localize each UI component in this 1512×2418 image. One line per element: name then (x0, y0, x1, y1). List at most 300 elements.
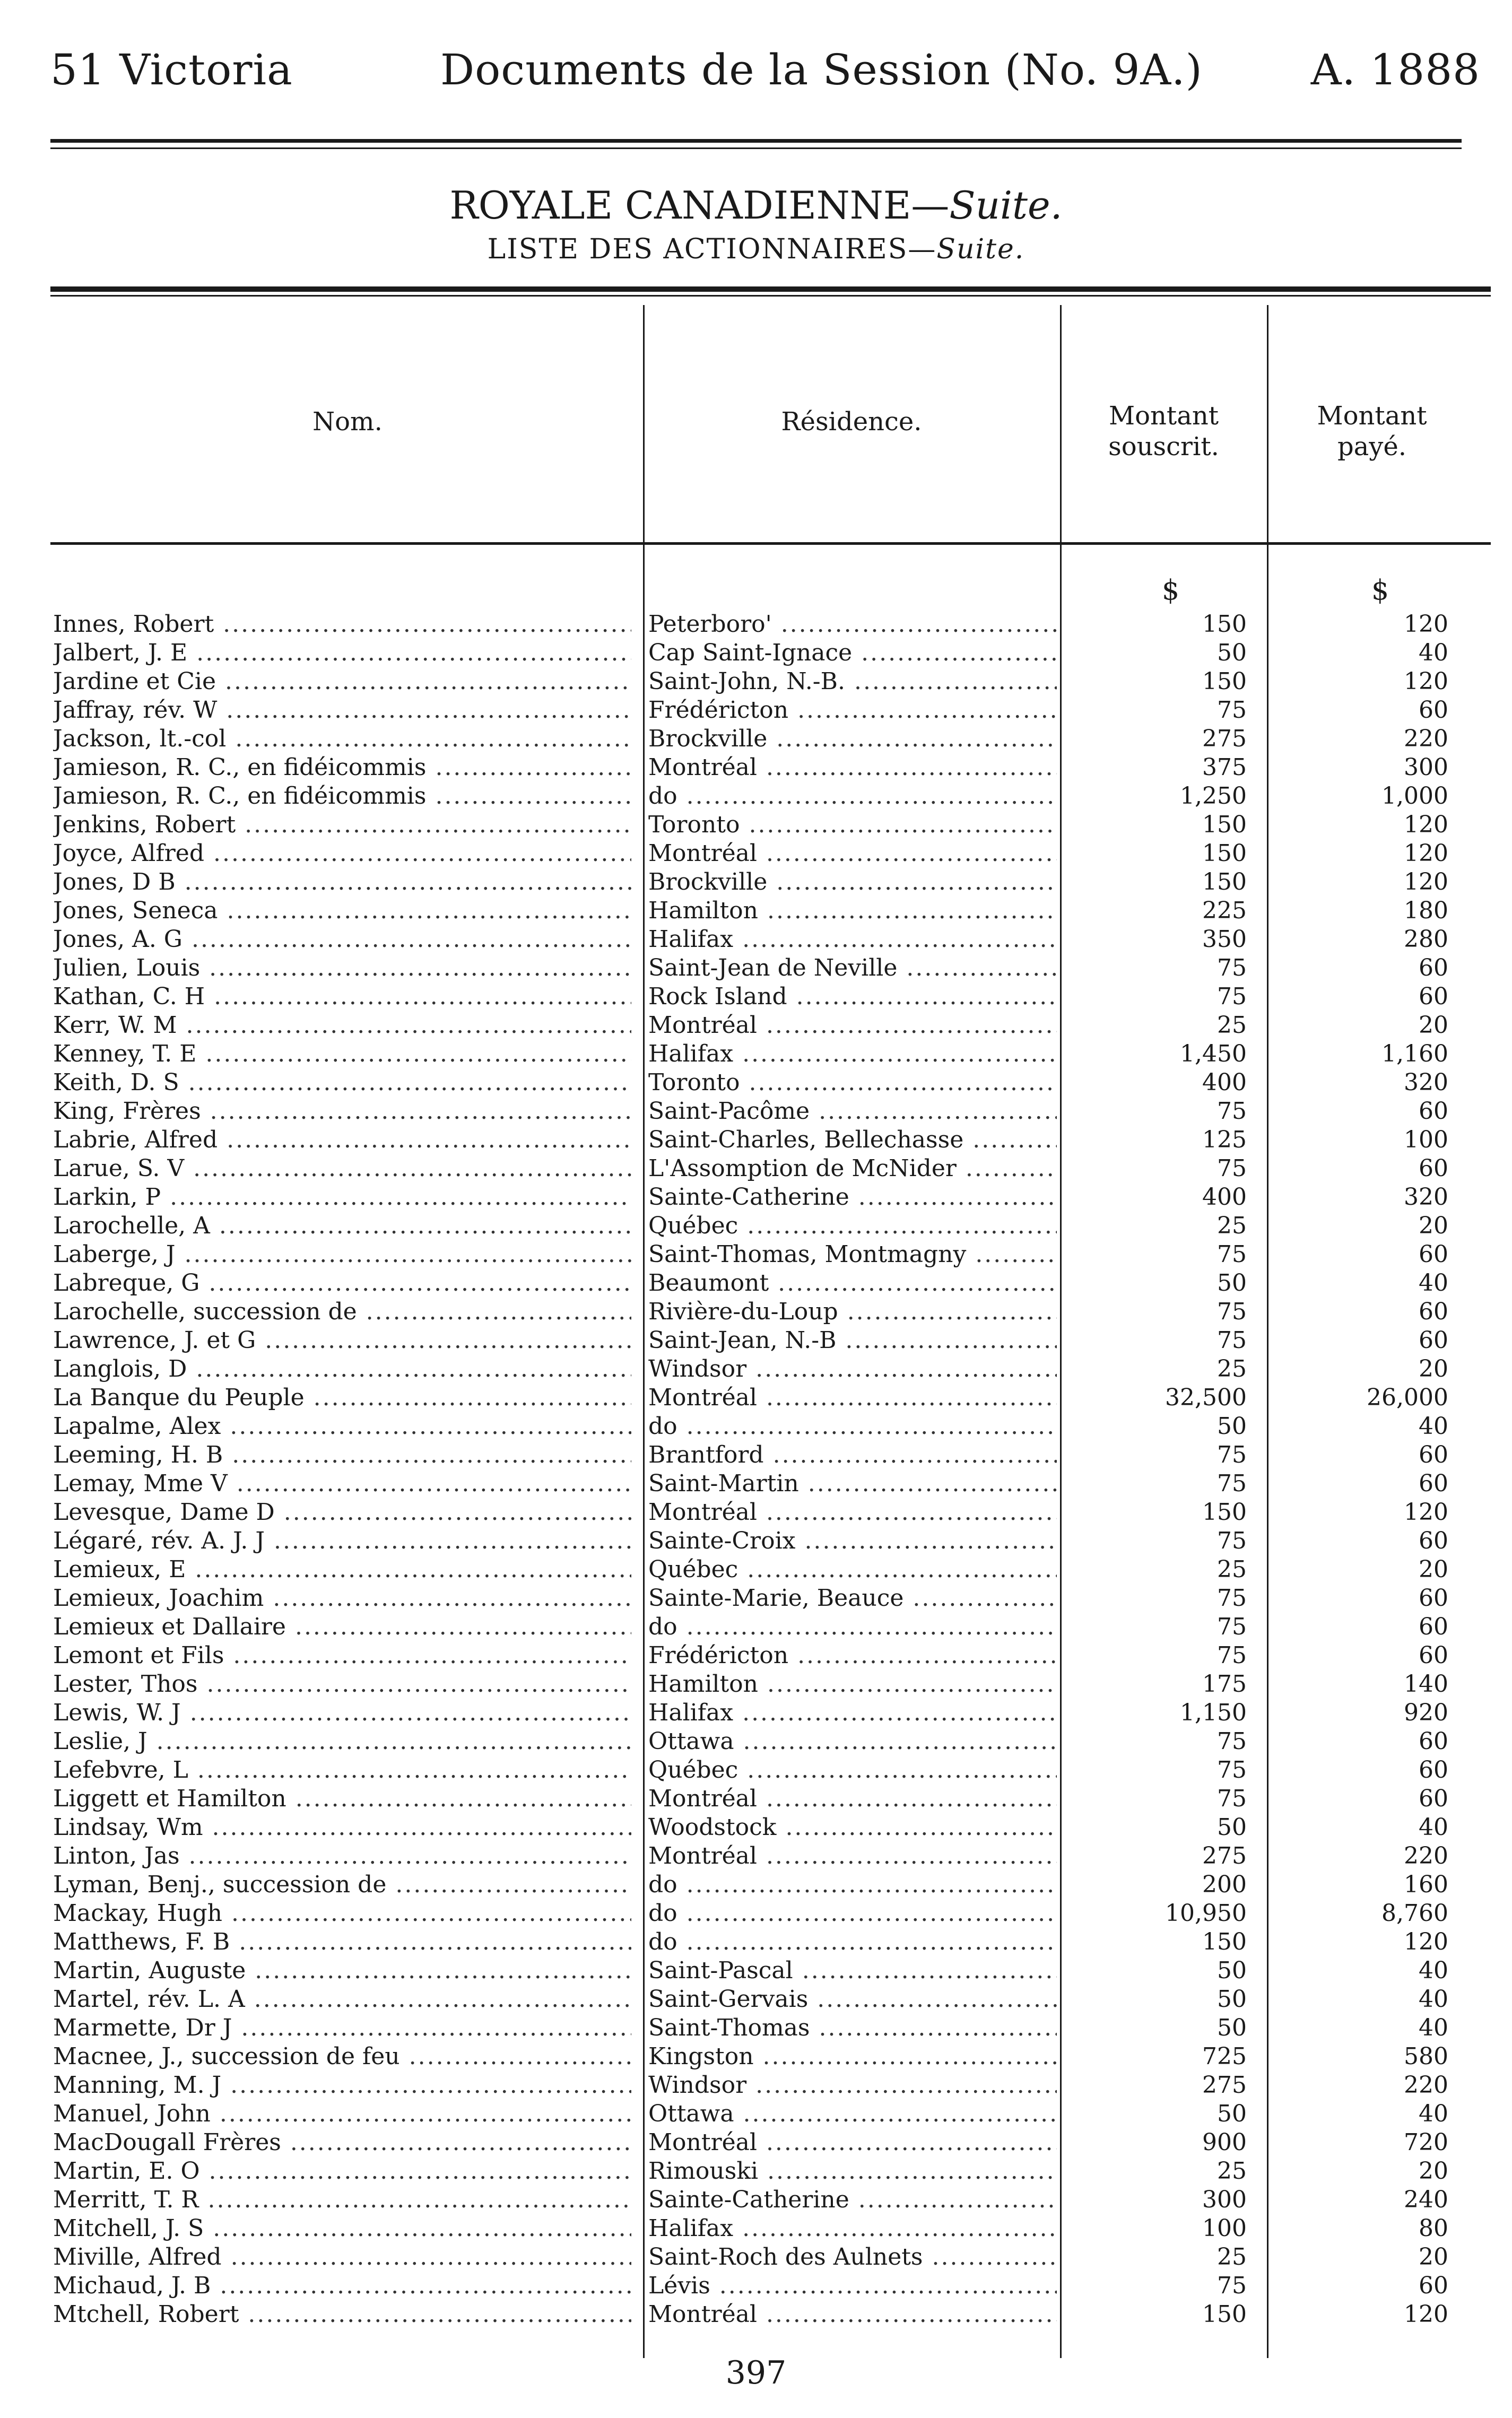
amount-subscribed: 50 (1217, 1986, 1247, 2013)
shareholder-residence: Sainte-Croix ..... (648, 1527, 1057, 1555)
table-row (0, 2272, 1512, 2300)
shareholder-residence: Montréal ..... (648, 1011, 1057, 1040)
amount-subscribed: 25 (1217, 1556, 1247, 1583)
shareholder-residence: do ..... (648, 782, 1057, 811)
shareholder-name: Jalbert, J. E ..... (53, 639, 631, 667)
amount-paid: 60 (1419, 1527, 1448, 1554)
amount-paid: 120 (1404, 811, 1448, 838)
amount-subscribed: 50 (1217, 2014, 1247, 2041)
table-row (0, 2243, 1512, 2272)
amount-paid: 60 (1419, 1327, 1448, 1354)
amount-paid: 60 (1419, 1585, 1448, 1612)
table-row (0, 982, 1512, 1011)
amount-subscribed: 225 (1202, 897, 1247, 924)
amount-paid: 140 (1404, 1671, 1448, 1698)
shareholder-name: Manning, M. J ..... (53, 2071, 631, 2100)
shareholder-residence: Rock Island ..... (648, 982, 1057, 1011)
amount-paid: 40 (1419, 1814, 1448, 1841)
amount-subscribed: 75 (1217, 983, 1247, 1010)
shareholder-residence: Halifax ..... (648, 925, 1057, 954)
shareholder-residence: Saint-Jean de Neville ..... (648, 954, 1057, 982)
shareholder-name: Lester, Thos ..... (53, 1670, 631, 1699)
shareholder-residence: Saint-Jean, N.-B ..... (648, 1326, 1057, 1355)
amount-paid: 40 (1419, 1269, 1448, 1297)
amount-subscribed: 50 (1217, 2100, 1247, 2127)
amount-paid: 220 (1404, 1842, 1448, 1869)
table-row (0, 1011, 1512, 1040)
amount-paid: 280 (1404, 926, 1448, 953)
shareholder-residence: Lévis ..... (648, 2272, 1057, 2300)
amount-subscribed: 25 (1217, 2158, 1247, 2185)
shareholder-residence: Hamilton ..... (648, 897, 1057, 925)
table-row (0, 1756, 1512, 1785)
amount-subscribed: 275 (1202, 2072, 1247, 2099)
list-title-suffix: Suite. (936, 233, 1025, 265)
shareholder-residence: Woodstock ..... (648, 1813, 1057, 1842)
amount-paid: 60 (1419, 1613, 1448, 1640)
amount-paid: 60 (1419, 1642, 1448, 1669)
shareholder-residence: Frédéricton ..... (648, 696, 1057, 725)
shareholder-name: Mackay, Hugh ..... (53, 1899, 631, 1928)
table-row (0, 954, 1512, 982)
shareholder-residence: do ..... (648, 1928, 1057, 1956)
shareholder-residence: Saint-Roch des Aulnets ..... (648, 2243, 1057, 2272)
shareholder-name: Liggett et Hamilton ..... (53, 1785, 631, 1813)
amount-subscribed: 75 (1217, 1728, 1247, 1755)
shareholder-name: Larkin, P ..... (53, 1183, 631, 1212)
amount-subscribed: 32,500 (1165, 1384, 1247, 1411)
shareholder-residence: do ..... (648, 1899, 1057, 1928)
shareholder-name: Lewis, W. J ..... (53, 1699, 631, 1727)
shareholder-name: Jones, D B ..... (53, 868, 631, 897)
shareholder-residence: Saint-Pascal ..... (648, 1956, 1057, 1985)
amount-paid: 100 (1404, 1126, 1448, 1153)
shareholder-name: Larue, S. V ..... (53, 1154, 631, 1183)
amount-subscribed: 1,250 (1180, 782, 1247, 810)
table-row (0, 667, 1512, 696)
shareholder-name: Lemieux, Joachim ..... (53, 1584, 631, 1613)
amount-paid: 20 (1419, 2158, 1448, 2185)
shareholder-residence: Montréal ..... (648, 1498, 1057, 1527)
shareholder-name: Légaré, rév. A. J. J ..... (53, 1527, 631, 1555)
shareholder-name: Kerr, W. M ..... (53, 1011, 631, 1040)
shareholder-residence: Rivière-du-Loup ..... (648, 1298, 1057, 1326)
table-row (0, 2100, 1512, 2128)
amount-subscribed: 50 (1217, 1957, 1247, 1984)
amount-paid: 320 (1404, 1069, 1448, 1096)
amount-paid: 60 (1419, 1756, 1448, 1784)
shareholder-residence: Montréal ..... (648, 2300, 1057, 2329)
table-row (0, 2042, 1512, 2071)
amount-subscribed: 75 (1217, 1756, 1247, 1784)
table-row (0, 639, 1512, 667)
amount-subscribed: 275 (1202, 1842, 1247, 1869)
table-row (0, 610, 1512, 639)
amount-subscribed: 1,450 (1180, 1040, 1247, 1067)
column-header-subscribed-line2: souscrit. (1108, 432, 1219, 462)
shareholder-residence: Brantford ..... (648, 1441, 1057, 1469)
column-header-name: Nom. (312, 407, 383, 437)
shareholder-name: Jamieson, R. C., en fidéicommis ..... (53, 782, 631, 811)
shareholder-name: Merritt, T. R ..... (53, 2186, 631, 2214)
amount-paid: 1,000 (1381, 782, 1448, 810)
shareholder-residence: do ..... (648, 1871, 1057, 1899)
amount-paid: 60 (1419, 1728, 1448, 1755)
table-row (0, 2157, 1512, 2186)
amount-paid: 220 (1404, 2072, 1448, 2099)
amount-subscribed: 75 (1217, 2272, 1247, 2299)
header-rule (50, 139, 1462, 143)
shareholder-name: Michaud, J. B ..... (53, 2272, 631, 2300)
amount-paid: 60 (1419, 1785, 1448, 1812)
section-title-suffix: Suite. (949, 183, 1063, 228)
shareholder-residence: Saint-Gervais ..... (648, 1985, 1057, 2014)
table-row (0, 1326, 1512, 1355)
amount-paid: 120 (1404, 1928, 1448, 1955)
amount-paid: 20 (1419, 1012, 1448, 1039)
table-row (0, 1584, 1512, 1613)
table-row (0, 925, 1512, 954)
amount-paid: 20 (1419, 1556, 1448, 1583)
amount-subscribed: 75 (1217, 1327, 1247, 1354)
table-row (0, 868, 1512, 897)
amount-paid: 60 (1419, 1441, 1448, 1468)
table-row (0, 1871, 1512, 1899)
amount-subscribed: 400 (1202, 1184, 1247, 1211)
table-row (0, 1355, 1512, 1384)
amount-subscribed: 900 (1202, 2129, 1247, 2156)
table-row (0, 1699, 1512, 1727)
header-session-year: 51 Victoria (50, 45, 293, 94)
table-row (0, 2214, 1512, 2243)
column-header-subscribed-line1: Montant (1108, 401, 1219, 431)
shareholder-name: Martel, rév. L. A ..... (53, 1985, 631, 2014)
header-document-title: Documents de la Session (No. 9A.) (440, 45, 1203, 94)
amount-paid: 580 (1404, 2043, 1448, 2070)
amount-subscribed: 75 (1217, 1298, 1247, 1325)
amount-subscribed: 50 (1217, 639, 1247, 666)
amount-subscribed: 150 (1202, 611, 1247, 638)
amount-subscribed: 75 (1217, 1613, 1247, 1640)
shareholder-name: Lemieux, E ..... (53, 1555, 631, 1584)
table-row (0, 1097, 1512, 1126)
amount-subscribed: 75 (1217, 1441, 1247, 1468)
amount-paid: 1,160 (1381, 1040, 1448, 1067)
amount-paid: 320 (1404, 1184, 1448, 1211)
amount-paid: 120 (1404, 2301, 1448, 2328)
column-header-subscribed (1062, 401, 1266, 462)
amount-paid: 26,000 (1367, 1384, 1448, 1411)
shareholder-name: Lapalme, Alex ..... (53, 1412, 631, 1441)
shareholder-name: MacDougall Frères ..... (53, 2128, 631, 2157)
amount-subscribed: 150 (1202, 668, 1247, 695)
amount-paid: 920 (1404, 1699, 1448, 1726)
shareholder-residence: Montréal ..... (648, 839, 1057, 868)
column-header-paid-line1: Montant (1317, 401, 1427, 431)
amount-subscribed: 75 (1217, 697, 1247, 724)
amount-paid: 120 (1404, 868, 1448, 895)
amount-subscribed: 25 (1217, 2243, 1247, 2271)
amount-subscribed: 150 (1202, 811, 1247, 838)
amount-paid: 60 (1419, 954, 1448, 981)
shareholder-residence: do ..... (648, 1412, 1057, 1441)
table-row (0, 753, 1512, 782)
shareholder-residence: Brockville ..... (648, 868, 1057, 897)
table-row (0, 2300, 1512, 2329)
shareholder-name: Kathan, C. H ..... (53, 982, 631, 1011)
table-row (0, 1126, 1512, 1154)
amount-paid: 180 (1404, 897, 1448, 924)
table-header-rule (50, 542, 1491, 545)
shareholder-name: Julien, Louis ..... (53, 954, 631, 982)
amount-subscribed: 150 (1202, 1928, 1247, 1955)
table-row (0, 897, 1512, 925)
shareholder-residence: Sainte-Catherine ..... (648, 2186, 1057, 2214)
table-row (0, 2186, 1512, 2214)
shareholder-name: Lefebvre, L ..... (53, 1756, 631, 1785)
shareholder-residence: Windsor ..... (648, 1355, 1057, 1384)
amount-subscribed: 400 (1202, 1069, 1247, 1096)
shareholder-residence: Montréal ..... (648, 1842, 1057, 1871)
shareholder-name: Lawrence, J. et G ..... (53, 1326, 631, 1355)
amount-subscribed: 1,150 (1180, 1699, 1247, 1726)
amount-subscribed: 375 (1202, 754, 1247, 781)
section-title-text: ROYALE CANADIENNE— (449, 183, 950, 228)
amount-paid: 160 (1404, 1871, 1448, 1898)
amount-paid: 60 (1419, 1298, 1448, 1325)
amount-paid: 60 (1419, 697, 1448, 724)
amount-paid: 60 (1419, 1241, 1448, 1268)
shareholder-name: King, Frères ..... (53, 1097, 631, 1126)
shareholder-name: Joyce, Alfred ..... (53, 839, 631, 868)
currency-symbol-paid: $ (1371, 575, 1389, 606)
shareholder-name: Manuel, John ..... (53, 2100, 631, 2128)
shareholder-residence: Halifax ..... (648, 1040, 1057, 1068)
shareholder-residence: Québec ..... (648, 1212, 1057, 1240)
shareholder-name: Levesque, Dame D ..... (53, 1498, 631, 1527)
list-title-text: LISTE DES ACTIONNAIRES— (487, 233, 937, 265)
amount-paid: 60 (1419, 1470, 1448, 1497)
amount-subscribed: 50 (1217, 1269, 1247, 1297)
shareholder-residence: Cap Saint-Ignace ..... (648, 639, 1057, 667)
shareholder-name: Leeming, H. B ..... (53, 1441, 631, 1469)
shareholder-residence: Saint-Charles, Bellechasse ..... (648, 1126, 1057, 1154)
table-row (0, 1956, 1512, 1985)
shareholder-residence: Sainte-Catherine ..... (648, 1183, 1057, 1212)
shareholder-residence: Québec ..... (648, 1555, 1057, 1584)
amount-paid: 8,760 (1381, 1900, 1448, 1927)
table-row (0, 1785, 1512, 1813)
amount-paid: 60 (1419, 2272, 1448, 2299)
shareholder-name: Lemay, Mme V ..... (53, 1469, 631, 1498)
currency-symbol-subscribed: $ (1162, 575, 1180, 606)
shareholder-name: Labreque, G ..... (53, 1269, 631, 1298)
amount-subscribed: 75 (1217, 1470, 1247, 1497)
amount-paid: 40 (1419, 2014, 1448, 2041)
shareholder-name: Larochelle, succession de ..... (53, 1298, 631, 1326)
table-row (0, 1183, 1512, 1212)
table-row (0, 1641, 1512, 1670)
amount-paid: 20 (1419, 1212, 1448, 1239)
shareholder-name: Jones, A. G ..... (53, 925, 631, 954)
table-row (0, 1555, 1512, 1584)
shareholder-name: Keith, D. S ..... (53, 1068, 631, 1097)
amount-paid: 40 (1419, 2100, 1448, 2127)
table-row (0, 2128, 1512, 2157)
shareholder-name: Labrie, Alfred ..... (53, 1126, 631, 1154)
header-rule-thin (50, 147, 1462, 149)
shareholder-residence: Frédéricton ..... (648, 1641, 1057, 1670)
amount-paid: 220 (1404, 725, 1448, 752)
shareholder-name: Lyman, Benj., succession de ..... (53, 1871, 631, 1899)
amount-paid: 720 (1404, 2129, 1448, 2156)
shareholder-name: Innes, Robert ..... (53, 610, 631, 639)
table-row (0, 1269, 1512, 1298)
amount-paid: 60 (1419, 1098, 1448, 1125)
shareholder-name: Jamieson, R. C., en fidéicommis ..... (53, 753, 631, 782)
amount-subscribed: 150 (1202, 868, 1247, 895)
table-top-rule-thin (50, 295, 1491, 297)
shareholder-residence: Windsor ..... (648, 2071, 1057, 2100)
shareholder-residence: Montréal ..... (648, 2128, 1057, 2157)
shareholder-residence: Québec ..... (648, 1756, 1057, 1785)
shareholder-residence: Kingston ..... (648, 2042, 1057, 2071)
amount-subscribed: 75 (1217, 1155, 1247, 1182)
amount-paid: 60 (1419, 983, 1448, 1010)
table-row (0, 1441, 1512, 1469)
shareholder-name: Jenkins, Robert ..... (53, 811, 631, 839)
list-title (0, 233, 1512, 265)
amount-paid: 120 (1404, 840, 1448, 867)
amount-paid: 80 (1419, 2215, 1448, 2242)
table-top-rule (50, 286, 1491, 292)
shareholder-name: Linton, Jas ..... (53, 1842, 631, 1871)
table-row (0, 1727, 1512, 1756)
table-row (0, 1469, 1512, 1498)
shareholder-residence: do ..... (648, 1613, 1057, 1641)
shareholder-residence: Peterboro' ..... (648, 610, 1057, 639)
amount-subscribed: 50 (1217, 1814, 1247, 1841)
amount-paid: 40 (1419, 1957, 1448, 1984)
amount-subscribed: 725 (1202, 2043, 1247, 2070)
table-row (0, 1899, 1512, 1928)
shareholder-name: Matthews, F. B ..... (53, 1928, 631, 1956)
shareholder-residence: Saint-Pacôme ..... (648, 1097, 1057, 1126)
shareholder-residence: Saint-Thomas ..... (648, 2014, 1057, 2042)
amount-subscribed: 125 (1202, 1126, 1247, 1153)
shareholder-name: Jardine et Cie ..... (53, 667, 631, 696)
table-row (0, 1384, 1512, 1412)
column-header-residence: Résidence. (781, 407, 922, 437)
amount-subscribed: 75 (1217, 1098, 1247, 1125)
shareholder-residence: Beaumont ..... (648, 1269, 1057, 1298)
amount-paid: 40 (1419, 639, 1448, 666)
amount-subscribed: 200 (1202, 1871, 1247, 1898)
shareholder-residence: Ottawa ..... (648, 1727, 1057, 1756)
amount-paid: 60 (1419, 1155, 1448, 1182)
amount-paid: 20 (1419, 1355, 1448, 1382)
amount-subscribed: 75 (1217, 1642, 1247, 1669)
shareholder-residence: L'Assomption de McNider ..... (648, 1154, 1057, 1183)
shareholder-residence: Halifax ..... (648, 2214, 1057, 2243)
shareholder-name: Lindsay, Wm ..... (53, 1813, 631, 1842)
amount-paid: 40 (1419, 1413, 1448, 1440)
amount-subscribed: 150 (1202, 2301, 1247, 2328)
amount-subscribed: 25 (1217, 1355, 1247, 1382)
shareholder-residence: Rimouski ..... (648, 2157, 1057, 2186)
shareholder-residence: Toronto ..... (648, 1068, 1057, 1097)
amount-subscribed: 150 (1202, 840, 1247, 867)
shareholder-residence: Montréal ..... (648, 1785, 1057, 1813)
section-title (0, 183, 1512, 228)
table-row (0, 696, 1512, 725)
shareholder-residence: Sainte-Marie, Beauce ..... (648, 1584, 1057, 1613)
table-row (0, 725, 1512, 753)
table-row (0, 1928, 1512, 1956)
table-row (0, 1985, 1512, 2014)
table-row (0, 2014, 1512, 2042)
shareholder-name: Laberge, J ..... (53, 1240, 631, 1269)
amount-subscribed: 300 (1202, 2186, 1247, 2213)
table-row (0, 1298, 1512, 1326)
amount-subscribed: 50 (1217, 1413, 1247, 1440)
amount-subscribed: 100 (1202, 2215, 1247, 2242)
amount-paid: 240 (1404, 2186, 1448, 2213)
column-header-paid-line2: payé. (1337, 432, 1407, 462)
shareholder-name: Martin, Auguste ..... (53, 1956, 631, 1985)
shareholder-name: Martin, E. O ..... (53, 2157, 631, 2186)
amount-subscribed: 75 (1217, 1241, 1247, 1268)
table-row (0, 811, 1512, 839)
shareholder-residence: Saint-Thomas, Montmagny ..... (648, 1240, 1057, 1269)
table-row (0, 1068, 1512, 1097)
table-row (0, 1154, 1512, 1183)
amount-subscribed: 150 (1202, 1499, 1247, 1526)
amount-subscribed: 275 (1202, 725, 1247, 752)
column-header-paid (1268, 401, 1475, 462)
amount-subscribed: 75 (1217, 1585, 1247, 1612)
shareholder-name: Macnee, J., succession de feu ..... (53, 2042, 631, 2071)
amount-subscribed: 175 (1202, 1671, 1247, 1698)
table-row (0, 839, 1512, 868)
amount-paid: 120 (1404, 668, 1448, 695)
amount-subscribed: 75 (1217, 1527, 1247, 1554)
table-row (0, 1842, 1512, 1871)
table-row (0, 1412, 1512, 1441)
table-row (0, 1212, 1512, 1240)
amount-paid: 120 (1404, 1499, 1448, 1526)
table-row (0, 1240, 1512, 1269)
page-number: 397 (725, 2354, 787, 2391)
shareholder-residence: Toronto ..... (648, 811, 1057, 839)
amount-paid: 300 (1404, 754, 1448, 781)
shareholder-name: Langlois, D ..... (53, 1355, 631, 1384)
table-row (0, 1527, 1512, 1555)
shareholder-residence: Montréal ..... (648, 1384, 1057, 1412)
amount-paid: 20 (1419, 2243, 1448, 2271)
shareholder-residence: Brockville ..... (648, 725, 1057, 753)
table-row (0, 1813, 1512, 1842)
shareholder-name: La Banque du Peuple ..... (53, 1384, 631, 1412)
shareholder-name: Lemieux et Dallaire ..... (53, 1613, 631, 1641)
amount-subscribed: 25 (1217, 1212, 1247, 1239)
shareholder-name: Leslie, J ..... (53, 1727, 631, 1756)
amount-paid: 40 (1419, 1986, 1448, 2013)
shareholder-residence: Montréal ..... (648, 753, 1057, 782)
header-edition: A. 1888 (1310, 45, 1480, 94)
shareholder-residence: Saint-Martin ..... (648, 1469, 1057, 1498)
table-row (0, 2071, 1512, 2100)
